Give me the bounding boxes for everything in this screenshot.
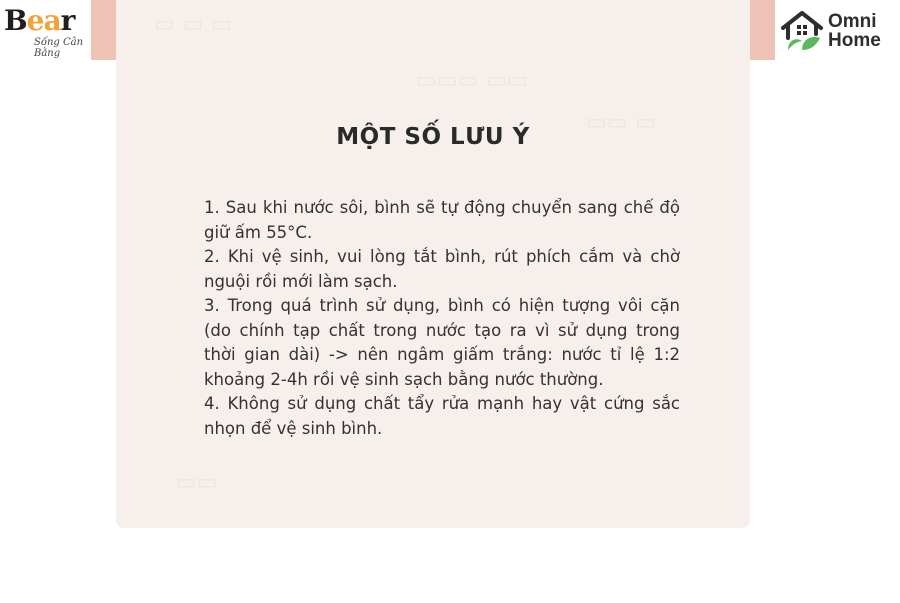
bear-logo [4,4,88,59]
notice-item: 4. Không sử dụng chất tẩy rửa mạnh hay vật cứng sắc nhọn để vệ sinh bình. [204,394,680,438]
notice-item: 1. Sau khi nước sôi, bình sẽ tự động chuyển sang chế độ giữ ấm 55°C. [204,198,680,242]
ghost-text-decor: ▭▭ ▭ [586,110,657,135]
bear-logo-tagline: Sống Cân Bằng [34,37,84,59]
notice-item: 2. Khi vệ sinh, vui lòng tắt bình, rút phích cắm và chờ nguội rồi mới làm sạch. [204,247,680,291]
house-leaf-icon [780,10,824,54]
notice-list [204,196,680,441]
ghost-text-decor: ▭ ▭ ▭ [154,12,232,37]
ghost-text-decor: ▭▭▭ ▭▭ [416,68,528,93]
notice-title: MỘT SỐ LƯU Ý [336,124,530,150]
ghost-text-decor: ▭▭ [176,470,218,495]
omni-home-wordmark: Omni Home [828,11,881,51]
notice-item: 3. Trong quá trình sử dụng, bình có hiện tượng vôi cặn (do chính tạp chất trong nước tạo ra vì sử dụng trong thời gian dài) -> nên ngâm giấm trắng: nước tỉ lệ 1:2 khoảng 2-4h rồi vệ sinh sạch bằng nước thường. [204,296,680,389]
bear-logo-word: Bear [4,4,75,37]
omni-home-logo [780,10,890,54]
